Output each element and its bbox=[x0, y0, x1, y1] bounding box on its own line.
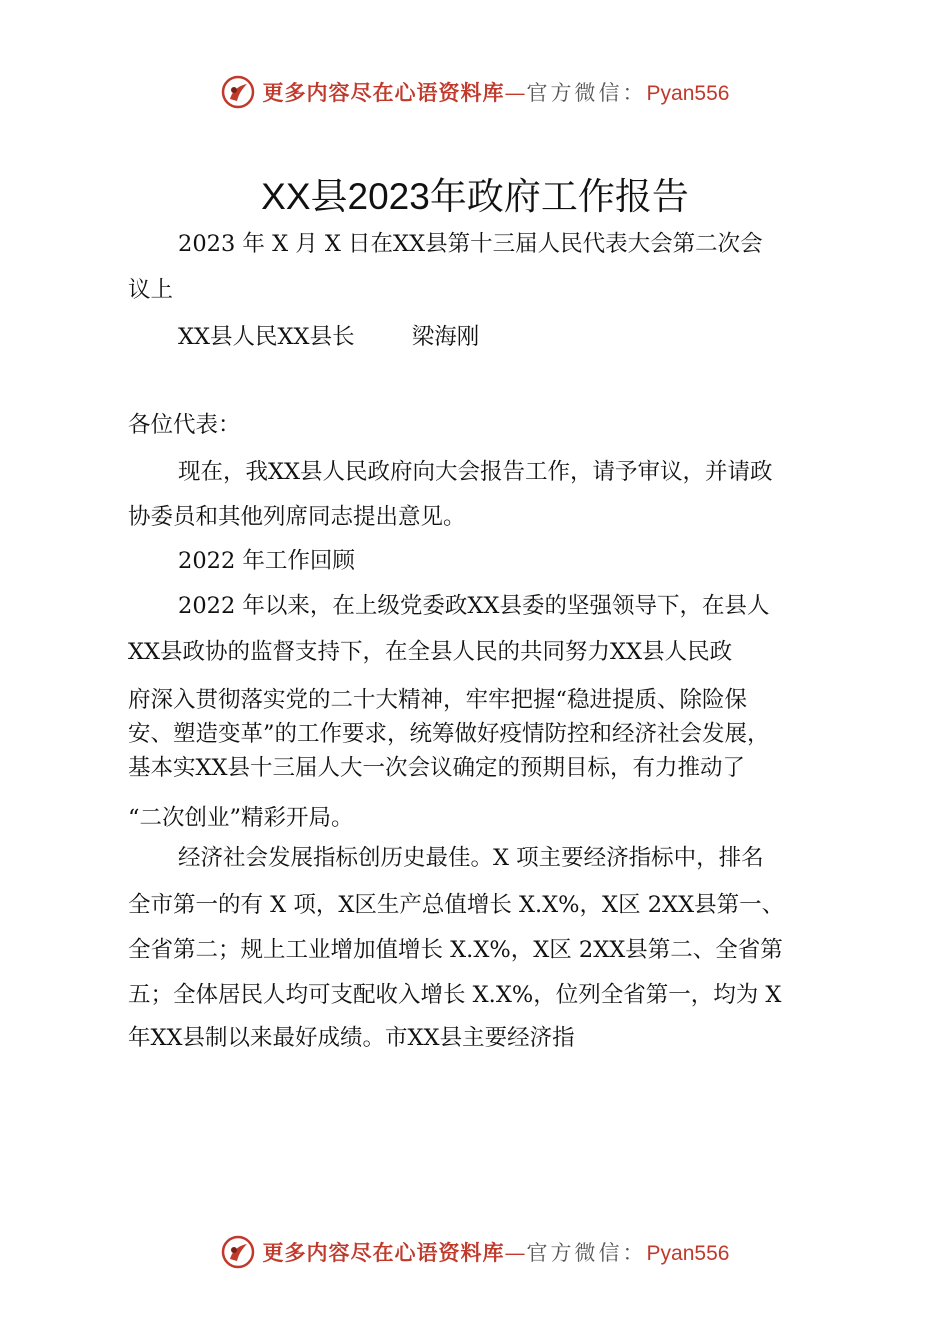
subtitle-line-2: 议上 bbox=[128, 277, 174, 303]
body-line: 协委员和其他列席同志提出意见。 bbox=[128, 504, 466, 530]
body-line: 现在，我XX县人民政府向大会报告工作，请予审议，并请政 bbox=[178, 459, 773, 485]
brand-logo-icon bbox=[221, 75, 255, 109]
footer-banner-text bbox=[263, 1237, 730, 1267]
body-line: 基本实XX县十三届人大一次会议确定的预期目标，有力推动了 bbox=[128, 755, 746, 781]
document-title: XX县2023年政府工作报告 bbox=[261, 176, 689, 217]
salutation: 各位代表： bbox=[128, 412, 241, 438]
body-line: 经济社会发展指标创历史最佳。X 项主要经济指标中，排名 bbox=[178, 845, 764, 871]
footer-wechat-id: Pyan556 bbox=[646, 1242, 730, 1265]
header-wechat-label: 官方微信： bbox=[526, 81, 647, 105]
section-heading: 2022 年工作回顾 bbox=[178, 548, 355, 574]
header-dash: — bbox=[504, 81, 527, 105]
header-wechat-id: Pyan556 bbox=[646, 82, 730, 105]
header-brand-text: 更多内容尽在心语资料库 bbox=[262, 80, 505, 105]
brand-logo-icon bbox=[221, 1235, 255, 1269]
body-line: 全省第二；规上工业增加值增长 X.X%，X区 2XX县第二、全省第 bbox=[128, 937, 783, 963]
footer-brand-text: 更多内容尽在心语资料库 bbox=[262, 1240, 505, 1265]
body-line: “二次创业”精彩开局。 bbox=[128, 805, 354, 831]
header-watermark-banner bbox=[0, 72, 950, 112]
speaker-line bbox=[178, 322, 479, 352]
header-banner-text bbox=[263, 77, 730, 107]
body-line: 府深入贯彻落实党的二十大精神，牢牢把握“稳进提质、除险保 bbox=[128, 687, 748, 713]
body-line: 年XX县制以来最好成绩。市XX县主要经济指 bbox=[128, 1025, 575, 1051]
footer-watermark-banner bbox=[0, 1232, 950, 1272]
body-line: 2022 年以来，在上级党委政XX县委的坚强领导下，在县人 bbox=[178, 593, 770, 619]
body-line: 安、塑造变革”的工作要求，统筹做好疫情防控和经济社会发展， bbox=[128, 721, 770, 747]
speaker-title: XX县人民XX县长 bbox=[178, 324, 355, 350]
body-line: 全市第一的有 X 项，X区生产总值增长 X.X%，X区 2XX县第一、 bbox=[128, 892, 785, 918]
speaker-name: 梁海刚 bbox=[411, 324, 480, 350]
body-line: XX县政协的监督支持下，在全县人民的共同努力XX县人民政 bbox=[128, 639, 733, 665]
footer-dash: — bbox=[504, 1241, 527, 1265]
footer-wechat-label: 官方微信： bbox=[526, 1241, 647, 1265]
body-line: 五；全体居民人均可支配收入增长 X.X%，位列全省第一，均为 X bbox=[128, 982, 782, 1008]
subtitle-line-1: 2023 年 X 月 X 日在XX县第十三届人民代表大会第二次会 bbox=[178, 231, 763, 257]
